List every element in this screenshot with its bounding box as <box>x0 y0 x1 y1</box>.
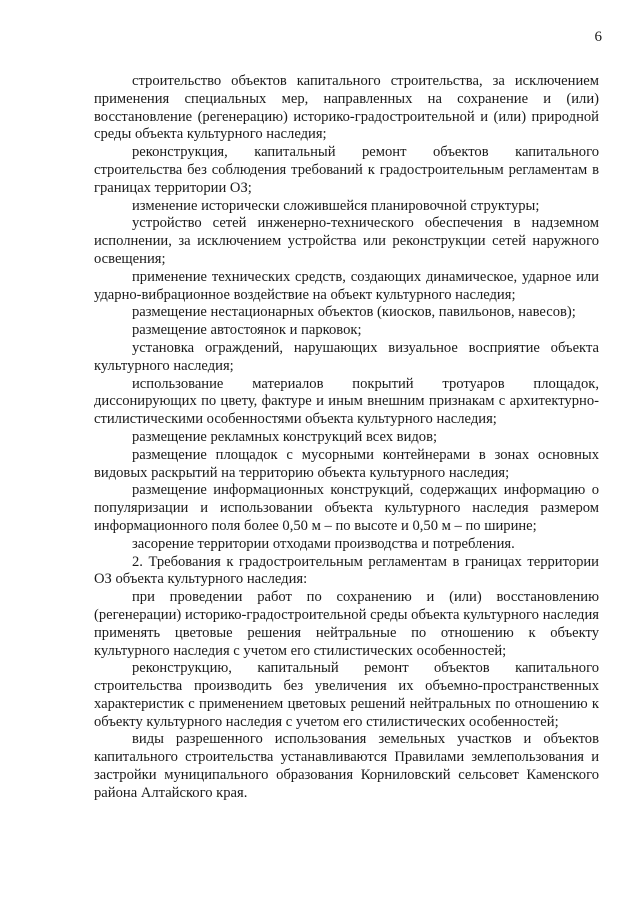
paragraph: реконструкция, капитальный ремонт объектов капитального строительства без соблюдения требований к градостроительным регламентам в границах территории ОЗ; <box>94 144 599 196</box>
paragraph: использование материалов покрытий тротуаров площадок, диссонирующих по цвету, фактуре и иным внешним признакам с архитектурно-стилистическими особенностями объекта культурного наследия; <box>94 375 599 428</box>
paragraph: размещение нестационарных объектов (киосков, павильонов, навесов); <box>132 304 576 321</box>
document-body <box>94 73 599 803</box>
paragraph: засорение территории отходами производства и потребления. <box>132 535 515 552</box>
paragraph: установка ограждений, нарушающих визуальное восприятие объекта культурного наследия; <box>94 339 599 374</box>
paragraph: размещение информационных конструкций, содержащих информацию о популяризации и использовании объекта культурного наследия размером информационного поля более 0,50 м – по высоте и 0,50 м – по ширине; <box>94 482 599 534</box>
paragraph: размещение автостоянок и парковок; <box>132 322 362 339</box>
paragraph: строительство объектов капитального строительства, за исключением применения специальных мер, направленных на сохранение и (или) восстановление (регенерацию) историко-градостроительной и (или) природной среды объекта культурного наследия; <box>94 73 599 143</box>
paragraph: реконструкцию, капитальный ремонт объектов капитального строительства производить без увеличения их объемно-пространственных характеристик с применением цветовых решений нейтральных по отношению к объекту культурного наследия с учетом его стилистических особенностей; <box>94 660 599 730</box>
paragraph: размещение площадок с мусорными контейнерами в зонах основных видовых раскрытий на территорию объекта культурного наследия; <box>94 446 599 481</box>
page-number: 6 <box>594 29 602 45</box>
section-heading-paragraph: 2. Требования к градостроительным регламентам в границах территории ОЗ объекта культурного наследия: <box>94 553 599 588</box>
paragraph: устройство сетей инженерно-технического обеспечения в надземном исполнении, за исключением устройства или реконструкции сетей наружного освещения; <box>94 215 599 267</box>
paragraph: размещение рекламных конструкций всех видов; <box>132 428 438 445</box>
paragraph: применение технических средств, создающих динамическое, ударное или ударно-вибрационное воздействие на объект культурного наследия; <box>94 268 599 303</box>
paragraph: при проведении работ по сохранению и (или) восстановлению (регенерации) историко-градостроительной среды объекта культурного наследия применять цветовые решения нейтральные по отношению к объекту культурного наследия с учетом его стилистических особенностей; <box>94 589 599 659</box>
paragraph: виды разрешенного использования земельных участков и объектов капитального строительства устанавливаются Правилами землепользования и застройки муниципального образования Корниловский сельсовет Каменского района Алтайского края. <box>94 731 599 801</box>
paragraph: изменение исторически сложившейся планировочной структуры; <box>132 197 540 214</box>
